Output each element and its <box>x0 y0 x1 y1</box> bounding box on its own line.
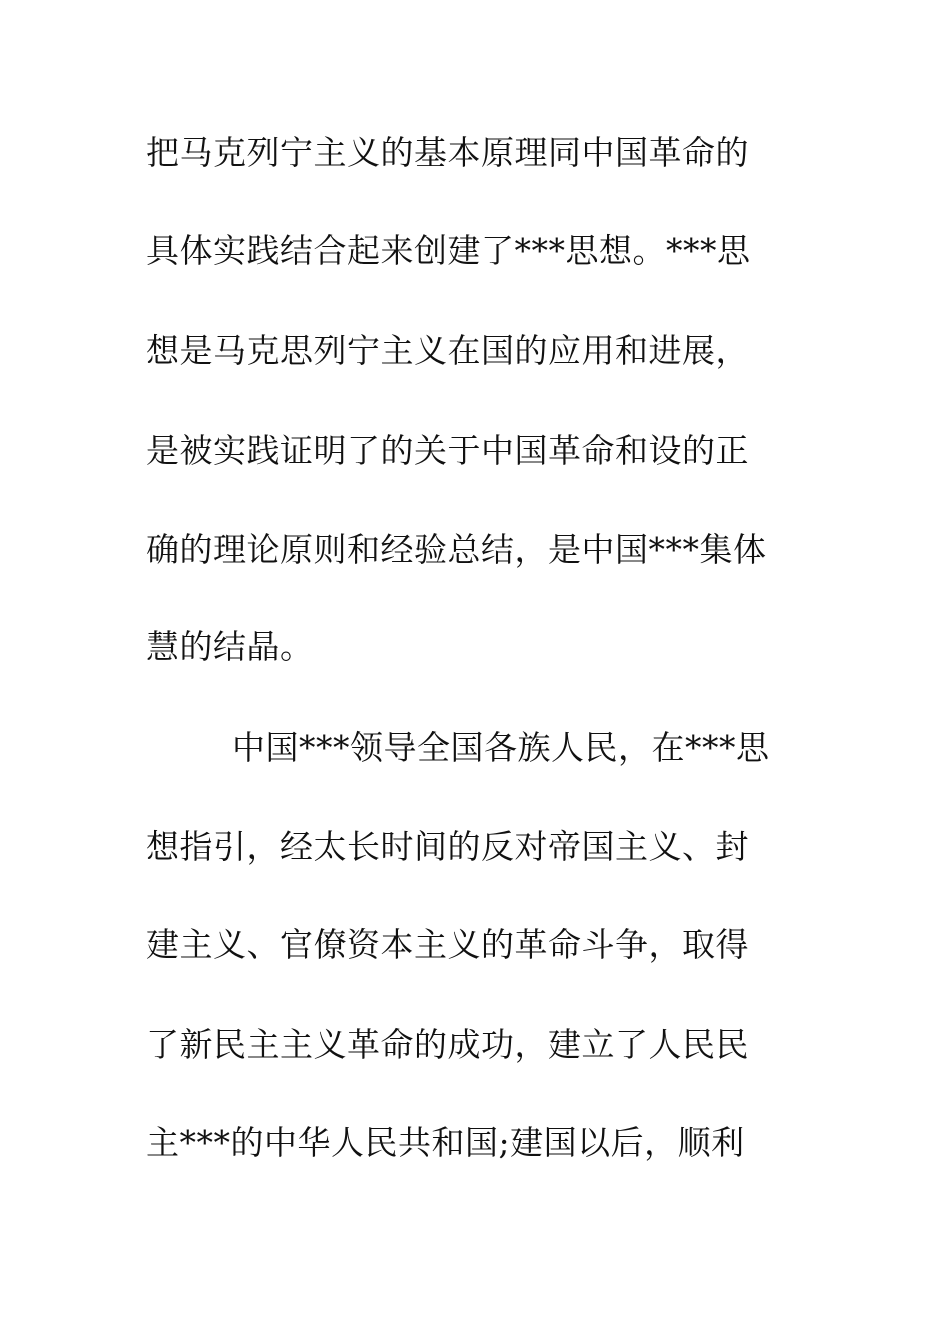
text-line: 建主义、官僚资本主义的革命斗争，取得 <box>146 925 749 964</box>
text-line: 了新民主主义革命的成功，建立了人民民 <box>146 1025 749 1064</box>
text-line: 把马克列宁主义的基本原理同中国革命的 <box>146 133 749 172</box>
text-line: 想是马克思列宁主义在国的应用和进展， <box>146 331 749 370</box>
text-line: 慧的结晶。 <box>146 627 314 666</box>
paragraph-first-line: 中国***领导全国各族人民，在***思 <box>232 728 770 767</box>
text-line: 确的理论原则和经验总结，是中国***集体 <box>146 530 767 569</box>
text-line: 具体实践结合起来创建了***思想。***思 <box>146 231 751 270</box>
text-line: 想指引，经太长时间的反对帝国主义、封 <box>146 827 749 866</box>
text-line: 是被实践证明了的关于中国革命和设的正 <box>146 431 749 470</box>
text-line: 主***的中华人民共和国;建国以后，顺利 <box>146 1123 745 1162</box>
